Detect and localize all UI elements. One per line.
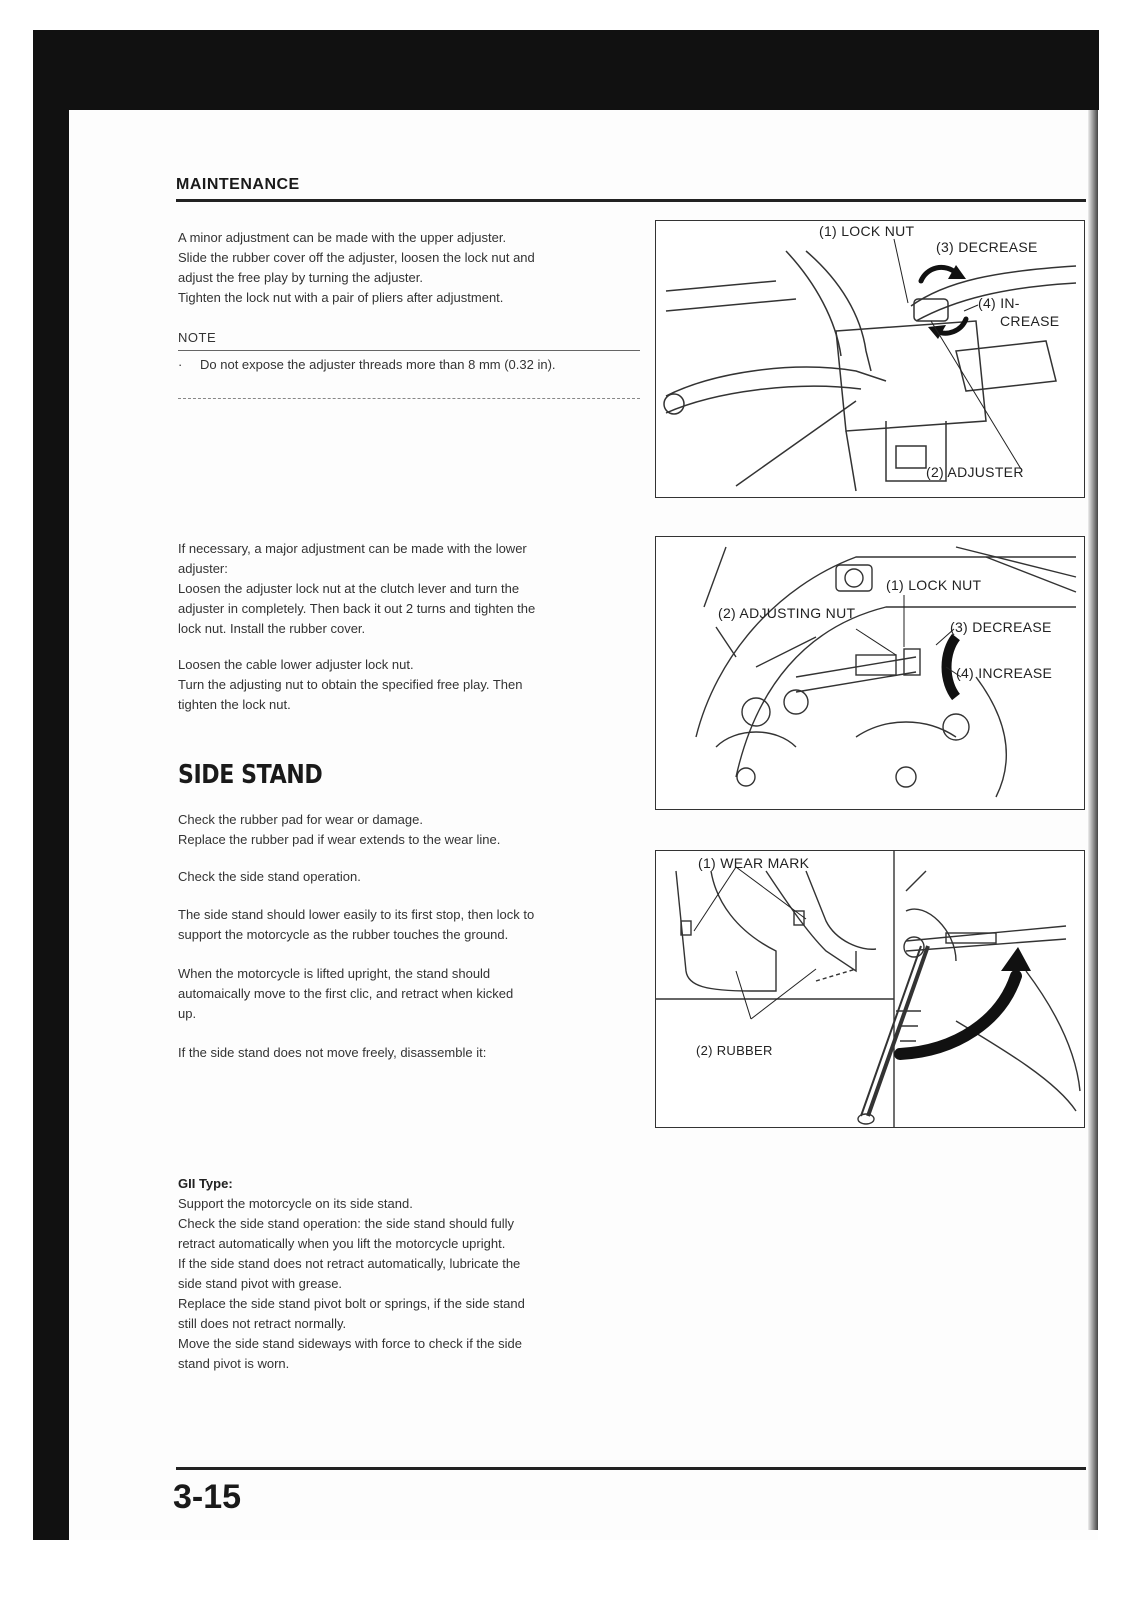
major-line: adjuster: — [178, 561, 228, 576]
figure-side-stand — [655, 850, 1085, 1128]
p2-line: Check the side stand operation. — [178, 869, 361, 884]
label-decrease: (3) DECREASE — [936, 239, 1038, 255]
label-wear-mark: (1) WEAR MARK — [698, 855, 810, 871]
label-lock-nut: (1) LOCK NUT — [819, 223, 915, 239]
gii-type-title: GII Type: — [178, 1176, 233, 1191]
side-stand-p4 — [178, 964, 638, 1024]
scan-shadow-top — [33, 30, 1099, 110]
p4-line: automaically move to the first clic, and retract when kicked — [178, 986, 514, 1001]
label-adjusting-nut: (2) ADJUSTING NUT — [718, 605, 856, 621]
gii-line: side stand pivot with grease. — [178, 1276, 343, 1291]
gii-line: Move the side stand sideways with force to check if the side — [178, 1336, 522, 1351]
intro-line: Slide the rubber cover off the adjuster, loosen the lock nut and — [178, 250, 535, 265]
side-stand-p1 — [178, 810, 638, 850]
p3-line: support the motorcycle as the rubber touches the ground. — [178, 927, 509, 942]
label-lock-nut-lower: (1) LOCK NUT — [886, 577, 982, 593]
major-line: lock nut. Install the rubber cover. — [178, 621, 366, 636]
p4-line: When the motorcycle is lifted upright, the stand should — [178, 966, 491, 981]
label-decrease-lower: (3) DECREASE — [950, 619, 1052, 635]
intro-paragraph — [178, 228, 638, 308]
scan-page-edge — [1088, 110, 1098, 1530]
side-stand-illustration — [656, 851, 1084, 1127]
scan-shadow-left — [33, 30, 69, 1540]
label-increase: (4) IN- — [978, 295, 1020, 311]
note-divider — [178, 350, 640, 351]
page-number: 3-15 — [173, 1478, 242, 1516]
major-line: Loosen the adjuster lock nut at the clutch lever and turn the — [178, 581, 520, 596]
bullet-icon: · — [178, 357, 183, 372]
lower-line: tighten the lock nut. — [178, 697, 291, 712]
side-stand-p5 — [178, 1043, 638, 1063]
gii-line: Replace the side stand pivot bolt or springs, if the side stand — [178, 1296, 525, 1311]
major-adjust-paragraph — [178, 539, 638, 639]
lower-line: Loosen the cable lower adjuster lock nut. — [178, 657, 414, 672]
intro-line: Tighten the lock nut with a pair of pliers after adjustment. — [178, 290, 504, 305]
intro-line: adjust the free play by turning the adjuster. — [178, 270, 423, 285]
header-rule — [176, 199, 1086, 202]
label-rubber: (2) RUBBER — [696, 1043, 773, 1058]
figure-lower-adjuster — [655, 536, 1085, 810]
clutch-lever-illustration — [656, 221, 1084, 497]
note-text — [178, 355, 638, 375]
major-line: adjuster in completely. Then back it out 2 turns and tighten the — [178, 601, 536, 616]
intro-line: A minor adjustment can be made with the upper adjuster. — [178, 230, 507, 245]
lower-adjust-paragraph — [178, 655, 638, 715]
label-adjuster: (2) ADJUSTER — [926, 464, 1024, 480]
p1-line: Replace the rubber pad if wear extends to the wear line. — [178, 832, 501, 847]
p4-line: up. — [178, 1006, 197, 1021]
gii-line: still does not retract normally. — [178, 1316, 347, 1331]
gii-line: If the side stand does not retract automatically, lubricate the — [178, 1256, 521, 1271]
note-body: Do not expose the adjuster threads more than 8 mm (0.32 in). — [200, 357, 556, 372]
p3-line: The side stand should lower easily to its first stop, then lock to — [178, 907, 535, 922]
figure-upper-adjuster — [655, 220, 1085, 498]
scan-margin — [0, 0, 34, 1600]
footer-rule — [176, 1467, 1086, 1470]
gii-line: Support the motorcycle on its side stand. — [178, 1196, 413, 1211]
gii-line: stand pivot is worn. — [178, 1356, 290, 1371]
gii-line: retract automatically when you lift the motorcycle upright. — [178, 1236, 506, 1251]
label-increase-cont: CREASE — [1000, 313, 1060, 329]
section-header: MAINTENANCE — [176, 176, 300, 193]
p1-line: Check the rubber pad for wear or damage. — [178, 812, 423, 827]
side-stand-title: SIDE STAND — [178, 760, 323, 790]
major-line: If necessary, a major adjustment can be made with the lower — [178, 541, 527, 556]
side-stand-p3 — [178, 905, 638, 945]
p5-line: If the side stand does not move freely, disassemble it: — [178, 1045, 487, 1060]
gii-type-paragraph — [178, 1194, 638, 1374]
note-label: NOTE — [178, 330, 217, 345]
gii-line: Check the side stand operation: the side stand should fully — [178, 1216, 515, 1231]
lower-line: Turn the adjusting nut to obtain the specified free play. Then — [178, 677, 523, 692]
note-divider-bottom — [178, 398, 640, 399]
label-increase-lower: (4) INCREASE — [956, 665, 1053, 681]
side-stand-p2 — [178, 867, 638, 887]
